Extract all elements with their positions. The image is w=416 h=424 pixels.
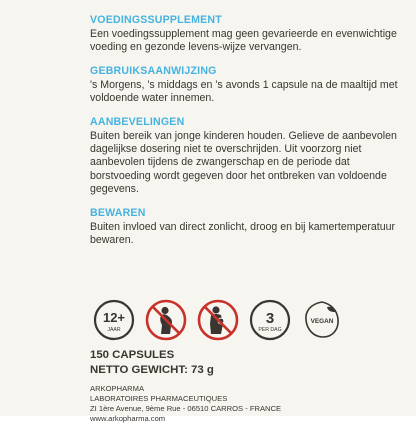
- section-usage: [90, 65, 410, 106]
- manufacturer-type: LABORATOIRES PHARMACEUTIQUES: [90, 394, 228, 403]
- manufacturer-address: ZI 1ère Avenue, 9ème Rue - 06510 CARROS - FRANCE: [90, 404, 282, 413]
- age-limit-icon: [92, 298, 136, 342]
- no-pregnancy-icon: [144, 298, 188, 342]
- capsule-count: 150 CAPSULES: [90, 349, 175, 361]
- pictogram-row: [92, 296, 332, 344]
- section-heading: AANBEVELINGEN: [90, 115, 185, 128]
- section-body: 's Morgens, 's middags en 's avonds 1 capsule na de maaltijd met voldoende water innemen.: [90, 78, 398, 105]
- dose-unit: PER DAG: [258, 327, 282, 333]
- section-supplement: [90, 14, 410, 55]
- dose-value: 3: [265, 310, 275, 327]
- manufacturer-name: ARKOPHARMA: [90, 384, 145, 393]
- section-storage: [90, 207, 410, 248]
- section-heading: BEWAREN: [90, 206, 146, 219]
- section-heading: GEBRUIKSAANWIJZING: [90, 64, 217, 77]
- vegan-icon: [300, 298, 344, 342]
- section-body: Buiten invloed van direct zonlicht, droog en bij kamertemperatuur bewaren.: [90, 220, 396, 247]
- section-heading: VOEDINGSSUPPLEMENT: [90, 14, 222, 26]
- net-weight: NETTO GEWICHT: 73 g: [90, 364, 214, 376]
- age-unit: JAAR: [107, 327, 121, 333]
- vegan-label: VEGAN: [310, 318, 334, 325]
- label-text: [90, 14, 410, 257]
- manufacturer-info: [90, 384, 410, 424]
- no-breastfeeding-icon: [196, 298, 240, 342]
- section-recommendations: [90, 116, 410, 197]
- section-body: Een voedingssupplement mag geen gevarieerde en evenwichtige voeding en gezonde levens-wijze vervangen.: [90, 28, 397, 54]
- section-body: Buiten bereik van jonge kinderen houden. Gelieve de aanbevolen dagelijkse dosering niet te overschrijden. Uit voorzorg niet aanbevolen tijdens de zwangerschap en de periode dat borstvoeding wordt gegeven door het ontbreken van voldoende gegevens.: [90, 129, 397, 196]
- daily-dose-icon: [248, 298, 292, 342]
- age-value: 12+: [102, 310, 126, 325]
- footer: [90, 348, 410, 424]
- manufacturer-website: www.arkopharma.com: [90, 414, 166, 423]
